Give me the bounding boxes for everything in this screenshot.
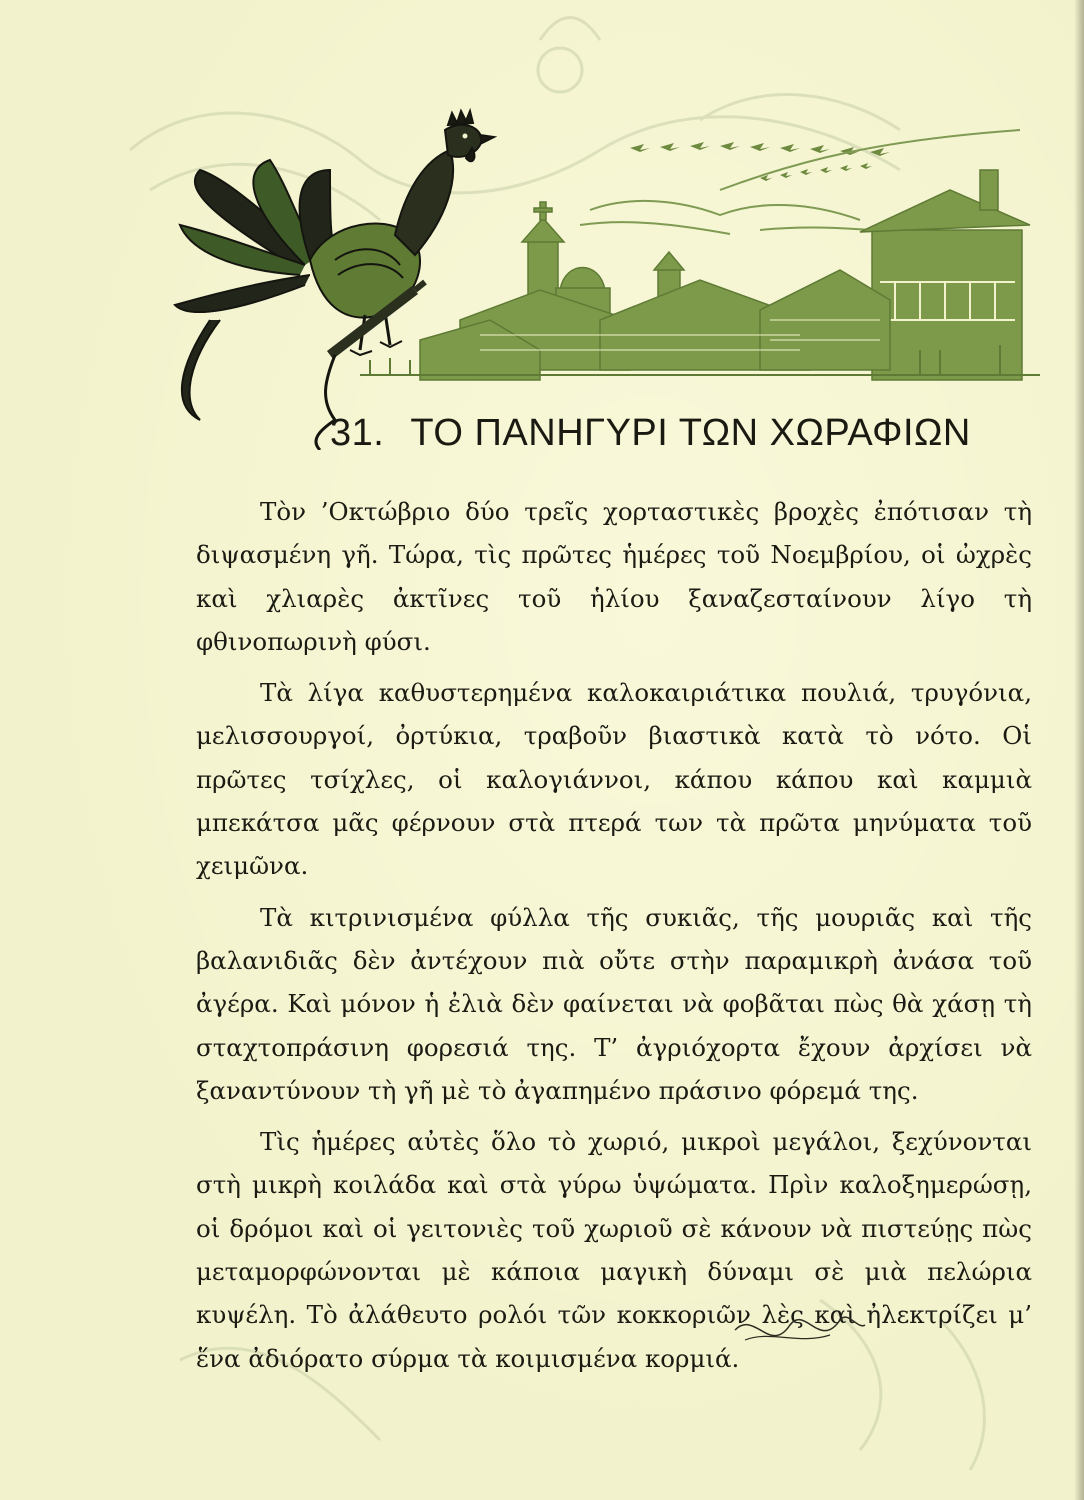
paragraph: Τὰ λίγα καθυστερημένα καλοκαιριάτικα πουλιά, τρυγόνια, μελισσουργοί, ὀρτύκια, τραβοῦν βιαστικὰ κατὰ τὸ νότο. Οἱ πρῶτες τσίχλες, οἱ καλογιάννοι, κάπου κάπου καὶ καμμιὰ μπεκάτσα μᾶς φέρνουν στὰ πτερά των τὰ πρῶτα μηνύματα τοῦ χειμῶνα. [196,678,1032,881]
pen-scribble [730,1300,870,1360]
rooster [175,111,494,450]
paragraph: Τὶς ἡμέρες αὐτὲς ὅλο τὸ χωριό, μικροὶ μεγάλοι, ξεχύνονται στὴ μικρὴ κοιλάδα καὶ στὰ γύρω ὑψώματα. Πρὶν καλοξημερώσῃ, οἱ δρόμοι καὶ οἱ γειτονιὲς τοῦ χωριοῦ σὲ κάνουν νὰ πιστεύῃς πὼς μεταμορφώνονται μὲ κάποια μαγικὴ δύναμι σὲ μιὰ πελώρια κυψέλη. Τὸ ἀλάθευτο ρολόι τῶν κοκκοριῶν λὲς καὶ ἠλεκτρίζει μ’ ἕνα ἀδιόρατο σύρμα τὰ κοιμισμένα κορμιά. [196,1127,1032,1373]
chapter-heading [330,412,970,468]
chapter-number: 31. [330,412,385,454]
paragraph: Τὸν ’Οκτώβριο δύο τρεῖς χορταστικὲς βροχὲς ἐπότισαν τὴ διψασμένη γῆ. Τώρα, τὶς πρῶτες ἡμέρες τοῦ Νοεμβρίου, οἱ ὠχρὲς καὶ χλιαρὲς ἀκτῖνες τοῦ ἡλίου ξαναζεσταίνουν λίγο τὴ φθινοπωρινὴ φύσι. [196,497,1032,656]
rooster-village-illustration [160,20,1040,450]
chapter-title: ΤΟ ΠΑΝΗΓΥΡΙ ΤΩΝ ΧΩΡΑΦΙΩΝ [410,412,971,454]
hillside [720,130,1020,190]
paragraph: Τὰ κιτρινισμένα φύλλα τῆς συκιᾶς, τῆς μουριᾶς καὶ τῆς βαλανιδιᾶς δὲν ἀντέχουν πιὰ οὔτε στὴν παραμικρὴ ἀνάσα τοῦ ἀγέρα. Καὶ μόνον ἡ ἐλιὰ δὲν φαίνεται νὰ φοβᾶται πὼς θὰ χάσῃ τὴ σταχτοπράσινη φορεσιά της. Τ’ ἀγριόχορτα ἔχουν ἀρχίσει νὰ ξαναντύνουν τὴ γῆ μὲ τὸ ἀγαπημένο πράσινο φόρεμά της. [196,902,1032,1105]
body-text [196,490,1032,1388]
page-edge-shadow [1074,0,1084,1500]
village [420,170,1030,380]
